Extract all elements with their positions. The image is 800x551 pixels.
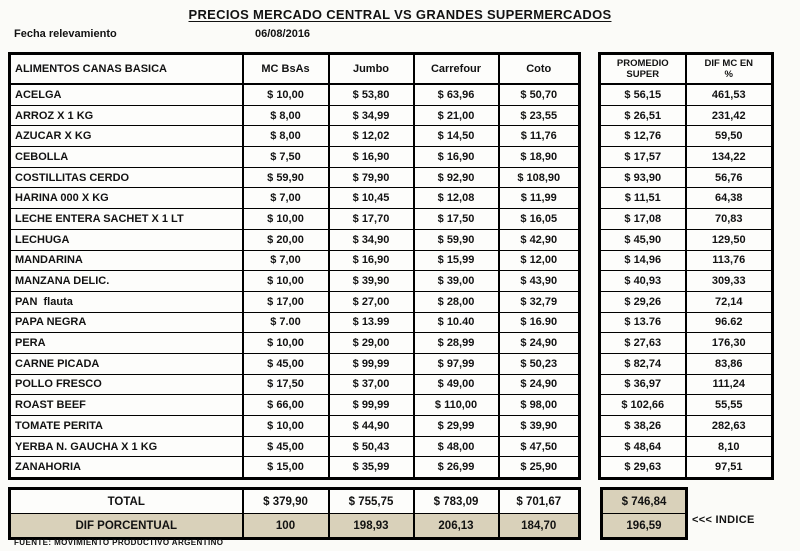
total-mc-bsas: $ 379,90 bbox=[243, 489, 329, 514]
item-name-cell: HARINA 000 X KG bbox=[10, 188, 243, 209]
item-name-cell: ARROZ X 1 KG bbox=[10, 105, 243, 126]
coto-price-cell: $ 47,50 bbox=[499, 436, 580, 457]
mc-bsas-price-cell: $ 15,00 bbox=[243, 457, 329, 479]
column-header-promedio-super: PROMEDIO SUPER bbox=[600, 54, 686, 85]
mc-bsas-price-cell: $ 7.00 bbox=[243, 312, 329, 333]
summary-row bbox=[600, 250, 773, 271]
jumbo-price-cell: $ 50,43 bbox=[329, 436, 414, 457]
total-coto: $ 701,67 bbox=[499, 489, 580, 514]
carrefour-price-cell: $ 17,50 bbox=[414, 209, 499, 230]
jumbo-price-cell: $ 10,45 bbox=[329, 188, 414, 209]
dif-mc-pct-cell: 309,33 bbox=[686, 271, 773, 292]
coto-price-cell: $ 39,90 bbox=[499, 416, 580, 437]
fecha-relevamiento-value: 06/08/2016 bbox=[255, 28, 311, 40]
header-row bbox=[10, 54, 580, 85]
jumbo-price-cell: $ 35,99 bbox=[329, 457, 414, 479]
total-carrefour: $ 783,09 bbox=[414, 489, 499, 514]
dif-mc-pct-cell: 129,50 bbox=[686, 229, 773, 250]
jumbo-price-cell: $ 99,99 bbox=[329, 395, 414, 416]
total-label: TOTAL bbox=[10, 489, 243, 514]
coto-price-cell: $ 23,55 bbox=[499, 105, 580, 126]
dif-mc-pct-cell: 70,83 bbox=[686, 209, 773, 230]
mc-bsas-price-cell: $ 7,00 bbox=[243, 250, 329, 271]
promedio-super-cell: $ 29,26 bbox=[600, 291, 686, 312]
promedio-super-cell: $ 82,74 bbox=[600, 353, 686, 374]
jumbo-price-cell: $ 17,70 bbox=[329, 209, 414, 230]
table-row bbox=[10, 333, 580, 354]
table-row bbox=[10, 312, 580, 333]
coto-price-cell: $ 50,23 bbox=[499, 353, 580, 374]
table-row bbox=[10, 188, 580, 209]
jumbo-price-cell: $ 27,00 bbox=[329, 291, 414, 312]
dif-mc-pct-cell: 113,76 bbox=[686, 250, 773, 271]
carrefour-price-cell: $ 26,99 bbox=[414, 457, 499, 479]
carrefour-price-cell: $ 21,00 bbox=[414, 105, 499, 126]
mc-bsas-price-cell: $ 7,50 bbox=[243, 147, 329, 168]
promedio-super-cell: $ 38,26 bbox=[600, 416, 686, 437]
mc-bsas-price-cell: $ 10,00 bbox=[243, 416, 329, 437]
coto-price-cell: $ 12,00 bbox=[499, 250, 580, 271]
item-name-cell: PAPA NEGRA bbox=[10, 312, 243, 333]
summary-row bbox=[600, 167, 773, 188]
table-row bbox=[10, 291, 580, 312]
indice-pointer-label: <<< INDICE bbox=[692, 514, 755, 526]
item-name-cell: AZUCAR X KG bbox=[10, 126, 243, 147]
summary-row bbox=[600, 229, 773, 250]
jumbo-price-cell: $ 53,80 bbox=[329, 84, 414, 105]
item-name-cell: POLLO FRESCO bbox=[10, 374, 243, 395]
table-row bbox=[10, 105, 580, 126]
jumbo-price-cell: $ 39,90 bbox=[329, 271, 414, 292]
mc-bsas-price-cell: $ 45,00 bbox=[243, 436, 329, 457]
promedio-super-cell: $ 48,64 bbox=[600, 436, 686, 457]
jumbo-price-cell: $ 99,99 bbox=[329, 353, 414, 374]
table-row bbox=[10, 229, 580, 250]
dif-mc-pct-cell: 461,53 bbox=[686, 84, 773, 105]
summary-header-row bbox=[600, 54, 773, 85]
promedio-super-cell: $ 11,51 bbox=[600, 188, 686, 209]
promedio-super-cell: $ 13.76 bbox=[600, 312, 686, 333]
dif-mc-pct-cell: 83,86 bbox=[686, 353, 773, 374]
jumbo-price-cell: $ 44,90 bbox=[329, 416, 414, 437]
summary-row bbox=[600, 147, 773, 168]
indice-value-row bbox=[602, 514, 687, 539]
summary-row bbox=[600, 291, 773, 312]
summary-row bbox=[600, 312, 773, 333]
promedio-super-cell: $ 14,96 bbox=[600, 250, 686, 271]
carrefour-price-cell: $ 48,00 bbox=[414, 436, 499, 457]
carrefour-price-cell: $ 92,90 bbox=[414, 167, 499, 188]
item-name-cell: TOMATE PERITA bbox=[10, 416, 243, 437]
mc-bsas-price-cell: $ 10,00 bbox=[243, 209, 329, 230]
mc-bsas-price-cell: $ 10,00 bbox=[243, 84, 329, 105]
carrefour-price-cell: $ 12,08 bbox=[414, 188, 499, 209]
item-name-cell: COSTILLITAS CERDO bbox=[10, 167, 243, 188]
dif-mc-pct-cell: 96.62 bbox=[686, 312, 773, 333]
table-row bbox=[10, 416, 580, 437]
fecha-relevamiento-label: Fecha relevamiento bbox=[14, 28, 117, 40]
item-name-cell: MANZANA DELIC. bbox=[10, 271, 243, 292]
table-row bbox=[10, 147, 580, 168]
dif-porcentual-label: DIF PORCENTUAL bbox=[10, 514, 243, 539]
summary-row bbox=[600, 105, 773, 126]
carrefour-price-cell: $ 59,90 bbox=[414, 229, 499, 250]
coto-price-cell: $ 25,90 bbox=[499, 457, 580, 479]
dif-mc-pct-cell: 64,38 bbox=[686, 188, 773, 209]
jumbo-price-cell: $ 37,00 bbox=[329, 374, 414, 395]
promedio-super-cell: $ 12,76 bbox=[600, 126, 686, 147]
dif-porcentual-row bbox=[10, 514, 580, 539]
carrefour-price-cell: $ 28,00 bbox=[414, 291, 499, 312]
summary-row bbox=[600, 374, 773, 395]
dif-jumbo: 198,93 bbox=[329, 514, 414, 539]
page-title: PRECIOS MERCADO CENTRAL VS GRANDES SUPERMERCADOS bbox=[188, 7, 612, 22]
table-row bbox=[10, 167, 580, 188]
coto-price-cell: $ 11,76 bbox=[499, 126, 580, 147]
table-row bbox=[10, 374, 580, 395]
carrefour-price-cell: $ 63,96 bbox=[414, 84, 499, 105]
item-name-cell: LECHE ENTERA SACHET X 1 LT bbox=[10, 209, 243, 230]
jumbo-price-cell: $ 16,90 bbox=[329, 147, 414, 168]
mc-bsas-price-cell: $ 10,00 bbox=[243, 333, 329, 354]
table-row bbox=[10, 209, 580, 230]
coto-price-cell: $ 16.90 bbox=[499, 312, 580, 333]
summary-table bbox=[598, 52, 774, 480]
coto-price-cell: $ 24,90 bbox=[499, 374, 580, 395]
column-header-dif-mc: DIF MC EN % bbox=[686, 54, 773, 85]
jumbo-price-cell: $ 34,90 bbox=[329, 229, 414, 250]
total-promedio: $ 746,84 bbox=[602, 489, 687, 514]
item-name-cell: ROAST BEEF bbox=[10, 395, 243, 416]
carrefour-price-cell: $ 49,00 bbox=[414, 374, 499, 395]
total-jumbo: $ 755,75 bbox=[329, 489, 414, 514]
fuente-footnote: FUENTE: MOVIMIENTO PRODUCTIVO ARGENTINO bbox=[14, 538, 224, 547]
carrefour-price-cell: $ 16,90 bbox=[414, 147, 499, 168]
dif-coto: 184,70 bbox=[499, 514, 580, 539]
jumbo-price-cell: $ 16,90 bbox=[329, 250, 414, 271]
table-row bbox=[10, 436, 580, 457]
item-name-cell: PERA bbox=[10, 333, 243, 354]
coto-price-cell: $ 42,90 bbox=[499, 229, 580, 250]
item-name-cell: CEBOLLA bbox=[10, 147, 243, 168]
carrefour-price-cell: $ 15,99 bbox=[414, 250, 499, 271]
promedio-super-cell: $ 29,63 bbox=[600, 457, 686, 479]
dif-mc-pct-cell: 176,30 bbox=[686, 333, 773, 354]
promedio-super-cell: $ 102,66 bbox=[600, 395, 686, 416]
summary-row bbox=[600, 271, 773, 292]
item-name-cell: YERBA N. GAUCHA X 1 KG bbox=[10, 436, 243, 457]
jumbo-price-cell: $ 34,99 bbox=[329, 105, 414, 126]
dif-mc-pct-cell: 55,55 bbox=[686, 395, 773, 416]
indice-value: 196,59 bbox=[602, 514, 687, 539]
summary-row bbox=[600, 209, 773, 230]
carrefour-price-cell: $ 97,99 bbox=[414, 353, 499, 374]
item-name-cell: ACELGA bbox=[10, 84, 243, 105]
prices-table bbox=[8, 52, 581, 480]
coto-price-cell: $ 108,90 bbox=[499, 167, 580, 188]
table-row bbox=[10, 395, 580, 416]
total-row bbox=[10, 489, 580, 514]
coto-price-cell: $ 24,90 bbox=[499, 333, 580, 354]
dif-mc-pct-cell: 111,24 bbox=[686, 374, 773, 395]
summary-row bbox=[600, 353, 773, 374]
summary-row bbox=[600, 416, 773, 437]
column-header-coto: Coto bbox=[499, 54, 580, 85]
promedio-super-cell: $ 17,57 bbox=[600, 147, 686, 168]
mc-bsas-price-cell: $ 17,00 bbox=[243, 291, 329, 312]
column-header-mc-bsas: MC BsAs bbox=[243, 54, 329, 85]
promedio-super-cell: $ 27,63 bbox=[600, 333, 686, 354]
carrefour-price-cell: $ 29,99 bbox=[414, 416, 499, 437]
promedio-super-cell: $ 36,97 bbox=[600, 374, 686, 395]
table-row bbox=[10, 84, 580, 105]
column-header-carrefour: Carrefour bbox=[414, 54, 499, 85]
coto-price-cell: $ 43,90 bbox=[499, 271, 580, 292]
total-promedio-row bbox=[602, 489, 687, 514]
totals-table bbox=[8, 487, 581, 540]
summary-row bbox=[600, 126, 773, 147]
mc-bsas-price-cell: $ 45,00 bbox=[243, 353, 329, 374]
item-name-cell: LECHUGA bbox=[10, 229, 243, 250]
coto-price-cell: $ 50,70 bbox=[499, 84, 580, 105]
summary-row bbox=[600, 436, 773, 457]
mc-bsas-price-cell: $ 20,00 bbox=[243, 229, 329, 250]
mc-bsas-price-cell: $ 66,00 bbox=[243, 395, 329, 416]
summary-row bbox=[600, 188, 773, 209]
item-name-cell: CARNE PICADA bbox=[10, 353, 243, 374]
dif-mc-bsas: 100 bbox=[243, 514, 329, 539]
mc-bsas-price-cell: $ 17,50 bbox=[243, 374, 329, 395]
carrefour-price-cell: $ 10.40 bbox=[414, 312, 499, 333]
jumbo-price-cell: $ 12,02 bbox=[329, 126, 414, 147]
summary-row bbox=[600, 84, 773, 105]
promedio-super-cell: $ 26,51 bbox=[600, 105, 686, 126]
table-row bbox=[10, 126, 580, 147]
carrefour-price-cell: $ 28,99 bbox=[414, 333, 499, 354]
promedio-super-cell: $ 45,90 bbox=[600, 229, 686, 250]
dif-mc-pct-cell: 72,14 bbox=[686, 291, 773, 312]
table-row bbox=[10, 457, 580, 479]
dif-mc-pct-cell: 282,63 bbox=[686, 416, 773, 437]
mc-bsas-price-cell: $ 8,00 bbox=[243, 126, 329, 147]
table-row bbox=[10, 250, 580, 271]
mc-bsas-price-cell: $ 59,90 bbox=[243, 167, 329, 188]
indice-box bbox=[600, 487, 688, 540]
mc-bsas-price-cell: $ 7,00 bbox=[243, 188, 329, 209]
carrefour-price-cell: $ 14,50 bbox=[414, 126, 499, 147]
table-row bbox=[10, 271, 580, 292]
carrefour-price-cell: $ 110,00 bbox=[414, 395, 499, 416]
dif-mc-pct-cell: 59,50 bbox=[686, 126, 773, 147]
item-name-cell: ZANAHORIA bbox=[10, 457, 243, 479]
summary-row bbox=[600, 333, 773, 354]
promedio-super-cell: $ 56,15 bbox=[600, 84, 686, 105]
coto-price-cell: $ 32,79 bbox=[499, 291, 580, 312]
promedio-super-cell: $ 17,08 bbox=[600, 209, 686, 230]
carrefour-price-cell: $ 39,00 bbox=[414, 271, 499, 292]
item-name-cell: PAN flauta bbox=[10, 291, 243, 312]
jumbo-price-cell: $ 13.99 bbox=[329, 312, 414, 333]
summary-row bbox=[600, 395, 773, 416]
dif-carrefour: 206,13 bbox=[414, 514, 499, 539]
dif-mc-pct-cell: 97,51 bbox=[686, 457, 773, 479]
dif-mc-pct-cell: 56,76 bbox=[686, 167, 773, 188]
jumbo-price-cell: $ 29,00 bbox=[329, 333, 414, 354]
promedio-super-cell: $ 93,90 bbox=[600, 167, 686, 188]
dif-mc-pct-cell: 8,10 bbox=[686, 436, 773, 457]
column-header-alimentos: ALIMENTOS CANAS BASICA bbox=[10, 54, 243, 85]
coto-price-cell: $ 11,99 bbox=[499, 188, 580, 209]
item-name-cell: MANDARINA bbox=[10, 250, 243, 271]
column-header-jumbo: Jumbo bbox=[329, 54, 414, 85]
coto-price-cell: $ 18,90 bbox=[499, 147, 580, 168]
coto-price-cell: $ 16,05 bbox=[499, 209, 580, 230]
dif-mc-pct-cell: 134,22 bbox=[686, 147, 773, 168]
dif-mc-pct-cell: 231,42 bbox=[686, 105, 773, 126]
promedio-super-cell: $ 40,93 bbox=[600, 271, 686, 292]
mc-bsas-price-cell: $ 8,00 bbox=[243, 105, 329, 126]
table-row bbox=[10, 353, 580, 374]
coto-price-cell: $ 98,00 bbox=[499, 395, 580, 416]
mc-bsas-price-cell: $ 10,00 bbox=[243, 271, 329, 292]
jumbo-price-cell: $ 79,90 bbox=[329, 167, 414, 188]
summary-row bbox=[600, 457, 773, 479]
